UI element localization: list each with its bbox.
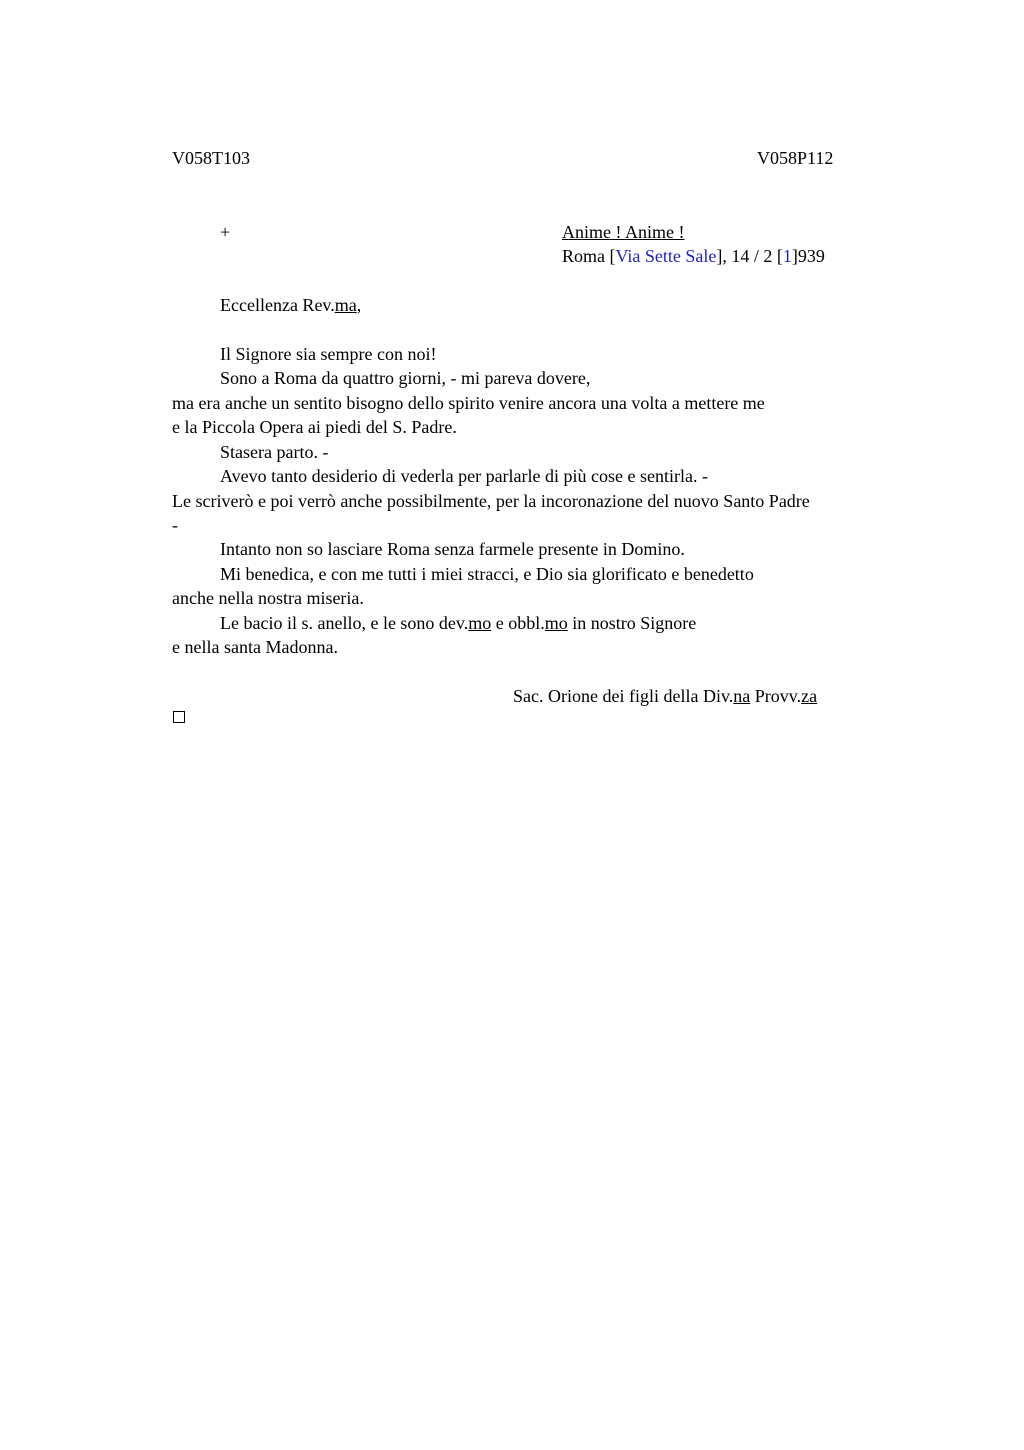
dateline bbox=[562, 244, 825, 268]
body-line-1: Il Signore sia sempre con noi! bbox=[220, 344, 437, 364]
body-line-9: Intanto non so lasciare Roma senza farmele presente in Domino. bbox=[220, 539, 685, 559]
document-code-left: V058T103 bbox=[172, 148, 250, 168]
cross-symbol: + bbox=[220, 222, 231, 242]
body-line-11: anche nella nostra miseria. bbox=[172, 588, 364, 608]
body-line-7: Le scriverò e poi verrò anche possibilmente, per la incoronazione del nuovo Santo Padre bbox=[172, 491, 810, 511]
body-line-13: e nella santa Madonna. bbox=[172, 637, 338, 657]
body-line-12-abbr2: mo bbox=[544, 613, 568, 633]
dateline-year-insert: 1 bbox=[782, 246, 792, 266]
dateline-date-part1: , 14 / 2 [ bbox=[722, 246, 783, 266]
salutation bbox=[220, 293, 361, 317]
body-line-12-part2: e obbl. bbox=[491, 613, 545, 633]
body-line-2: Sono a Roma da quattro giorni, - mi pareva dovere, bbox=[220, 368, 591, 388]
dateline-bracket-open: [ bbox=[609, 246, 616, 266]
body-line-6: Avevo tanto desiderio di vederla per parlarle di più cose e sentirla. - bbox=[220, 466, 708, 486]
body-line-12 bbox=[220, 611, 696, 635]
body-line-3: ma era anche un sentito bisogno dello spirito venire ancora una volta a mettere me bbox=[172, 393, 765, 413]
motto: Anime ! Anime ! bbox=[562, 222, 685, 242]
end-marker-square bbox=[173, 711, 185, 723]
signature-abbr2: za bbox=[801, 686, 818, 706]
body-line-10: Mi benedica, e con me tutti i miei stracci, e Dio sia glorificato e benedetto bbox=[220, 564, 754, 584]
document-code-right: V058P112 bbox=[757, 148, 834, 168]
dateline-date-part2: ]939 bbox=[791, 246, 825, 266]
signature bbox=[513, 684, 817, 708]
body-line-8: - bbox=[172, 515, 178, 535]
signature-part1: Sac. Orione dei figli della Div. bbox=[513, 686, 734, 706]
salutation-abbr: ma bbox=[334, 295, 357, 315]
dateline-bracket-close: ] bbox=[716, 246, 723, 266]
dateline-city: Roma bbox=[562, 246, 605, 266]
dateline-street: Via Sette Sale bbox=[615, 246, 717, 266]
body-line-12-part1: Le bacio il s. anello, e le sono dev. bbox=[220, 613, 469, 633]
salutation-prefix: Eccellenza Rev. bbox=[220, 295, 335, 315]
body-line-4: e la Piccola Opera ai piedi del S. Padre. bbox=[172, 417, 457, 437]
body-line-12-part3: in nostro Signore bbox=[567, 613, 697, 633]
signature-abbr1: na bbox=[733, 686, 751, 706]
signature-part2: Provv. bbox=[750, 686, 802, 706]
salutation-suffix: , bbox=[356, 295, 362, 315]
body-line-12-abbr1: mo bbox=[468, 613, 492, 633]
body-line-5: Stasera parto. - bbox=[220, 442, 329, 462]
